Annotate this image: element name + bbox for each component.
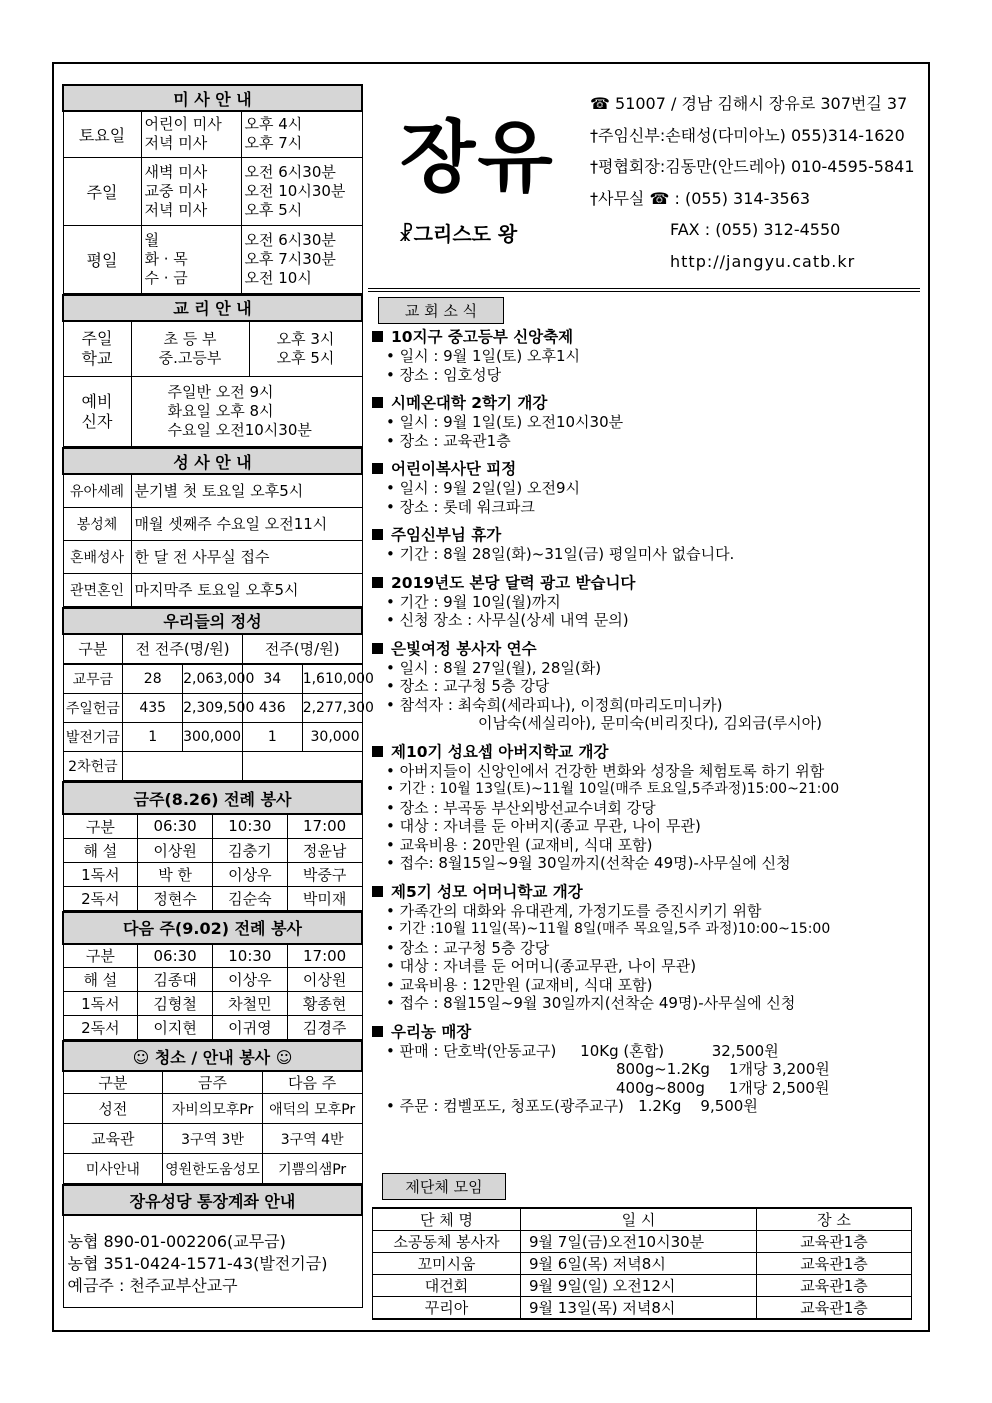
left-column [62,84,374,1308]
group-name: 꼬미시움 [373,1253,521,1275]
catechumen-class: 수요일 오전10시30분 [167,421,312,439]
news-item-title: 제10기 성요셉 아버지학교 개강 [372,742,920,762]
mass-name: 어린이 미사 [144,115,222,134]
sacrament-desc: 한 달 전 사무실 접수 [131,540,362,573]
duty-person: 박중구 [287,862,362,886]
doctrine-table [62,294,363,448]
duty-header: 10:30 [213,814,288,838]
bullet-square-icon [372,463,383,474]
duty-role: 1독서 [63,862,138,886]
news-section [372,327,920,1116]
group-date: 9월 6일(목) 저녁8시 [521,1253,757,1275]
news-line: • 주문 : 컴벨포도, 청포도(광주교구) 1.2Kg 9,500원 [386,1097,758,1115]
mass-label-sunday: 주일 [63,157,141,225]
bulletin-subtitle: ☧그리스도 왕 [398,222,518,246]
catechumen-class: 주일반 오전 9시 [167,383,274,401]
group-date: 9월 7일(금)오전10시30분 [521,1231,757,1253]
sacrament-label: 혼배성사 [63,540,131,573]
offering-amount: 2,309,500 [183,694,243,723]
group-date: 9월 13일(목) 저녁8시 [521,1297,757,1320]
offering-label: 2차헌금 [63,752,123,781]
duty-person: 박 한 [138,862,213,886]
news-line: • 판매 : 단호박(안동교구) 10Kg (혼합) 32,500원 [386,1041,779,1060]
mass-name: 수 · 금 [144,268,188,287]
news-line: • 장소 : 부곡동 부산외방선교수녀회 강당 [386,798,656,817]
duty-person: 정현수 [138,886,213,910]
divider [368,291,920,292]
sacrament-title: 성 사 안 내 [63,448,362,474]
group-date: 9월 9일(일) 오전12시 [521,1275,757,1297]
group-name: 대건회 [373,1275,521,1297]
mass-table [62,84,363,294]
news-tag: 교 회 소 식 [378,297,504,324]
news-line: • 대상 : 자녀를 둔 어머니(종교무관, 나이 무관) [386,957,697,975]
news-line: • 신청 장소 : 사무실(상세 내역 문의) [386,611,629,629]
mass-time: 오전 10시 [244,268,312,287]
news-line: • 일시 : 9월 1일(토) 오후1시 [386,347,580,365]
website-link[interactable]: http://jangyu.catb.kr [670,251,856,271]
duty-header: 구분 [63,944,138,968]
mass-title: 미 사 안 내 [63,85,362,111]
mass-time: 오후 7시30분 [244,249,336,268]
account-line: 농협 351-0424-1571-43(발전기금) [67,1254,328,1274]
duty-person: 이상우 [213,968,288,992]
group-place: 교육관1층 [757,1253,912,1275]
group-place: 교육관1층 [757,1297,912,1320]
school-time: 오후 3시 [276,329,335,348]
offering-header: 구분 [63,634,123,664]
cleaning-header: 금주 [163,1071,263,1094]
duty-header: 17:00 [287,944,362,968]
duty-role: 2독서 [63,886,138,910]
cleaning-area: 교육관 [63,1124,163,1154]
news-item-title: 제5기 성모 어머니학교 개강 [372,882,920,902]
pastor-line: †주임신부:손태성(다미아노) 055)314-1620 [590,125,905,145]
cleaning-area: 미사안내 [63,1154,163,1184]
news-line: 400g~800g 1개당 2,500원 [616,1078,830,1097]
news-line: • 접수: 8월15일~9월 30일까지(선착순 49명)-사무실에 신청 [386,854,791,872]
cleaning-group: 애덕의 모후Pr [262,1094,362,1124]
offering-title: 우리들의 정성 [63,608,362,634]
offering-count: 1 [242,723,302,752]
duty-person: 이상원 [287,968,362,992]
news-line: • 일시 : 8월 27일(월), 28일(화) [386,658,602,677]
group-name: 소공동체 봉사자 [373,1231,521,1253]
offering-label: 교무금 [63,665,123,694]
groups-table [372,1207,912,1320]
cleaning-header: 구분 [63,1071,163,1094]
offering-table [62,607,374,782]
bullet-square-icon [372,331,383,342]
account-line: 예금주 : 천주교부산교구 [67,1276,238,1296]
duty-person: 차철민 [213,992,288,1016]
contact-block [590,88,915,277]
mass-name: 월 [144,230,159,249]
sacrament-label: 유아세례 [63,474,131,507]
fax-line: FAX : (055) 312-4550 [670,220,841,239]
offering-amount [123,752,243,781]
news-item-title: 은빛여정 봉사자 연수 [372,639,920,659]
offering-amount: 2,277,300 [302,694,362,723]
council-line: †평협회장:김동만(안드레아) 010-4595-5841 [590,157,915,176]
bullet-square-icon [372,643,383,654]
mass-name: 새벽 미사 [144,162,208,181]
bullet-square-icon [372,577,383,588]
duty-header: 10:30 [213,944,288,968]
offering-count: 34 [242,665,302,694]
catechumen-class: 화요일 오후 8시 [167,402,274,420]
news-line: • 대상 : 자녀를 둔 아버지(종교 무관, 나이 무관) [386,817,701,835]
duty-header: 06:30 [138,944,213,968]
news-line: • 장소 : 교육관1층 [386,431,511,450]
offering-header: 전주(명/원) [242,634,362,664]
mass-time: 오전 6시30분 [244,230,336,249]
news-line: • 장소 : 임호성당 [386,365,502,384]
news-line: 이남숙(세실리아), 문미숙(비리짓다), 김외금(루시아) [478,714,822,732]
news-line: • 참석자 : 최숙희(세라피나), 이정희(마리도미니카) [386,695,723,714]
duty-person: 김순숙 [213,886,288,910]
news-line: • 접수 : 8월15일~9월 30일까지(선착순 49명)-사무실에 신청 [386,994,796,1012]
doctrine-title: 교 리 안 내 [63,295,362,321]
news-line: • 기간 : 9월 10일(월)까지 [386,592,561,611]
bullet-square-icon [372,1026,383,1037]
mass-time: 오전 10시30분 [244,181,346,200]
offering-count: 28 [123,665,183,694]
mass-name: 화 · 목 [144,249,188,268]
address-line: ☎ 51007 / 경남 김해시 장유로 307번길 37 [590,94,908,113]
news-line: • 기간 : 10월 13일(토)~11월 10일(매주 토요일,5주과정)15:00~21:00 [386,781,840,797]
offering-label: 주일헌금 [63,694,123,723]
cleaning-group: 3구역 3반 [163,1124,263,1154]
sacrament-label: 봉성체 [63,507,131,540]
offering-amount: 30,000 [302,723,362,752]
duty-this-week-table [62,781,363,911]
offering-label: 발전기금 [63,723,123,752]
news-item-title: 우리농 매장 [372,1022,920,1042]
duty-person: 김경주 [287,1016,362,1040]
groups-header: 장 소 [757,1208,912,1231]
mass-name: 교중 미사 [144,181,208,200]
cleaning-title: ☺ 청소 / 안내 봉사 ☺ [63,1041,362,1071]
offering-count: 1 [123,723,183,752]
duty-person: 이상원 [138,838,213,862]
duty-header: 17:00 [287,814,362,838]
mass-time: 오후 7시 [244,134,303,153]
mass-time: 오전 6시30분 [244,162,336,181]
office-phone-line: †사무실 ☎ : (055) 314-3563 [590,188,811,208]
news-line: • 장소 : 교구청 5층 강당 [386,938,550,957]
doctrine-school-label: 주일 학교 [63,321,131,377]
news-line: • 장소 : 교구청 5층 강당 [386,677,550,695]
groups-header: 일 시 [521,1208,757,1231]
bullet-square-icon [372,746,383,757]
school-time: 오후 5시 [276,348,335,367]
duty-person: 김충기 [213,838,288,862]
news-line: • 장소 : 롯데 워크파크 [386,497,535,516]
offering-header: 전 전주(명/원) [123,634,243,664]
bullet-square-icon [372,886,383,897]
news-line: • 가족간의 대화와 유대관계, 가정기도를 증진시키기 위함 [386,901,762,920]
news-line: • 일시 : 9월 1일(토) 오전10시30분 [386,413,624,431]
news-line: 800g~1.2Kg 1개당 3,200원 [616,1060,830,1078]
sacrament-desc: 매월 셋째주 수요일 오전11시 [131,507,362,540]
duty-header: 06:30 [138,814,213,838]
news-item-title: 시메온대학 2학기 개강 [372,393,920,413]
duty-person: 정윤남 [287,838,362,862]
group-place: 교육관1층 [757,1231,912,1253]
account-table [62,1184,363,1308]
duty-person: 김형철 [138,992,213,1016]
cleaning-group: 자비의모후Pr [163,1094,263,1124]
duty-person: 이상우 [213,862,288,886]
sacrament-desc: 분기별 첫 토요일 오후5시 [131,474,362,507]
offering-count: 435 [123,694,183,723]
account-line: 농협 890-01-002206(교무금) [67,1232,286,1252]
groups-tag: 제단체 모임 [382,1173,506,1200]
offering-amount [242,752,362,781]
cleaning-table [62,1040,363,1184]
cleaning-group: 영원한도움성모 [163,1154,263,1184]
news-item-title: 어린이복사단 피정 [372,459,920,479]
offering-amount: 2,063,000 [183,665,243,694]
news-line: • 교육비용 : 12만원 (교재비, 식대 포함) [386,975,653,994]
mass-label-weekday: 평일 [63,225,141,293]
mass-name: 저녁 미사 [144,134,208,153]
school-grade: 중.고등부 [158,348,222,367]
bullet-square-icon [372,397,383,408]
cleaning-group: 3구역 4반 [262,1124,362,1154]
news-item-title: 2019년도 본당 달력 광고 받습니다 [372,573,920,593]
news-line: • 아버지들이 신앙인에서 건강한 변화와 성장을 체험토록 하기 위함 [386,761,825,780]
mass-time: 오후 5시 [244,200,303,219]
cleaning-area: 성전 [63,1094,163,1124]
news-line: • 기간 : 8월 28일(화)~31일(금) 평일미사 없습니다. [386,545,735,563]
mass-time: 오후 4시 [244,115,303,134]
mass-label-saturday: 토요일 [63,111,141,157]
duty-person: 이지현 [138,1016,213,1040]
duty-role: 2독서 [63,1016,138,1040]
duty-role: 해 설 [63,968,138,992]
offering-amount: 1,610,000 [302,665,362,694]
sacrament-desc: 마지막주 토요일 오후5시 [131,573,362,606]
duty-next-week-table [62,911,363,1041]
news-item-title: 주임신부님 휴가 [372,525,920,545]
cleaning-header: 다음 주 [262,1071,362,1094]
offering-amount: 300,000 [183,723,243,752]
news-line: • 일시 : 9월 2일(일) 오전9시 [386,479,580,497]
duty2-title: 다음 주(9.02) 전례 봉사 [63,912,362,944]
duty-role: 1독서 [63,992,138,1016]
duty-header: 구분 [63,814,138,838]
mass-name: 저녁 미사 [144,200,208,219]
news-line: • 교육비용 : 20만원 (교재비, 식대 포함) [386,835,653,854]
doctrine-catechumen-label: 예비 신자 [63,377,131,447]
duty-person: 박미재 [287,886,362,910]
duty-person: 황종현 [287,992,362,1016]
school-grade: 초 등 부 [163,329,217,348]
divider [368,288,920,289]
duty-person: 김종대 [138,968,213,992]
groups-header: 단 체 명 [373,1208,521,1231]
group-place: 교육관1층 [757,1275,912,1297]
sacrament-table [62,447,363,607]
group-name: 꾸리아 [373,1297,521,1320]
duty-person: 이귀영 [213,1016,288,1040]
bullet-square-icon [372,529,383,540]
news-line: • 기간 :10월 11일(목)~11월 8일(매주 목요일,5주 과정)10:00~15:00 [386,921,831,937]
offering-count: 436 [242,694,302,723]
sacrament-label: 관면혼인 [63,573,131,606]
news-item-title: 10지구 중고등부 신앙축제 [372,327,920,347]
account-title: 장유성당 통장계좌 안내 [63,1185,362,1215]
cleaning-group: 기쁨의샘Pr [262,1154,362,1184]
bulletin-title: 장유 [400,112,555,203]
duty1-title: 금주(8.26) 전례 봉사 [63,782,362,814]
duty-role: 해 설 [63,838,138,862]
